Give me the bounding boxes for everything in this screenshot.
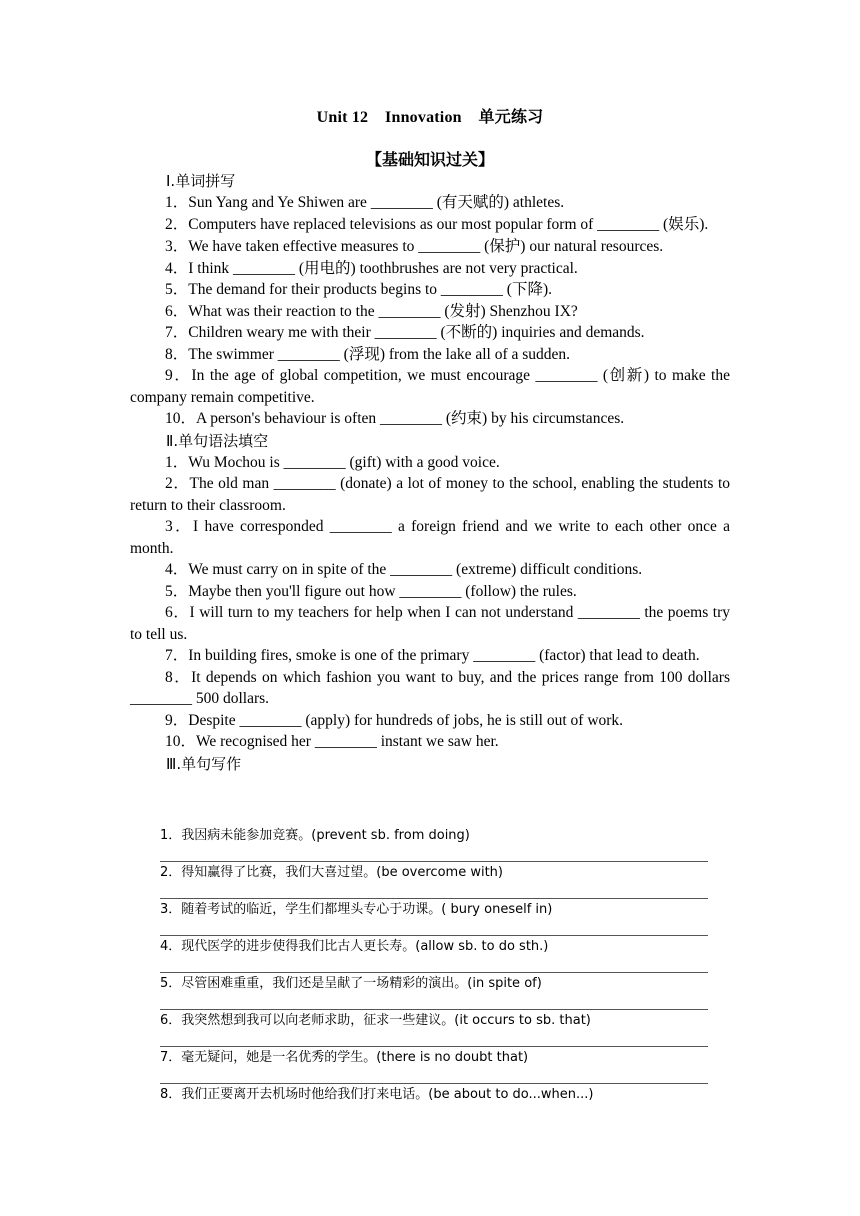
exercise-item: 10．A person's behaviour is often ________ (约束) by his circumstances. [165,410,625,427]
exercise-item: 9．In the age of global competition, we must encourage ________ (创新) to make the company remain competitive. [130,367,730,406]
exercise-item: 1．Sun Yang and Ye Shiwen are ________ (有天赋的) athletes. [165,194,565,211]
exercise-item: 8．The swimmer ________ (浮现) from the lake all of a sudden. [165,345,571,363]
section-heading-spelling: Ⅰ.单词拼写 [166,172,236,190]
writing-prompt: 3．随着考试的临近，学生们都埋头专心于功课。( bury oneself in) [160,902,553,917]
exercise-item: 7．In building fires, smoke is one of the primary ________ (factor) that lead to death. [165,647,700,664]
exercise-body [130,170,730,775]
grammar-list [130,452,730,753]
writing-prompt: 8．我们正要离开去机场时他给我们打来电话。(be about to do...when...) [160,1087,594,1102]
exercise-item: 4．I think ________ (用电的) toothbrushes are not very practical. [165,259,578,277]
answer-line[interactable] [160,1009,708,1010]
exercise-item: 3．I have corresponded ________ a foreign friend and we write to each other once a month. [130,518,730,557]
answer-line[interactable] [160,1046,708,1047]
answer-line[interactable] [160,972,708,973]
exercise-item: 2．Computers have replaced televisions as our most popular form of ________ (娱乐). [165,215,709,233]
exercise-item: 7．Children weary me with their ________ (不断的) inquiries and demands. [165,324,645,341]
page-subtitle: 【基础知识过关】 [365,152,494,169]
writing-item [160,900,708,937]
answer-line[interactable] [160,935,708,936]
writing-item [160,863,708,900]
exercise-item: 5．Maybe then you'll figure out how ________ (follow) the rules. [165,582,577,600]
section-heading-grammar: Ⅱ.单句语法填空 [166,431,269,450]
writing-item [160,937,708,974]
spelling-list [130,192,730,430]
page-title: Unit 12 Innovation 单元练习 [316,109,544,126]
exercise-item: 4．We must carry on in spite of the ________ (extreme) difficult conditions. [165,561,643,578]
exercise-item: 6．What was their reaction to the ________ (发射) Shenzhou IX? [165,302,578,320]
exercise-item: 2．The old man ________ (donate) a lot of money to the school, enabling the students to return to their classroom. [130,475,730,514]
exercise-item: 1．Wu Mochou is ________ (gift) with a good voice. [165,453,500,471]
writing-item [160,974,708,1011]
writing-prompt: 4．现代医学的进步使得我们比古人更长寿。(allow sb. to do sth.) [160,939,549,954]
exercise-item: 9．Despite ________ (apply) for hundreds of jobs, he is still out of work. [165,711,624,729]
answer-line[interactable] [160,861,708,862]
answer-line[interactable] [160,1083,708,1084]
exercise-item: 5．The demand for their products begins to ________ (下降). [165,281,552,298]
writing-item [160,1011,708,1048]
exercise-item: 3．We have taken effective measures to ________ (保护) our natural resources. [165,238,664,255]
writing-item [160,1085,708,1122]
exercise-item: 8．It depends on which fashion you want to buy, and the prices range from 100 dollars ________ 500 dollars. [130,668,730,707]
writing-prompt: 7．毫无疑问，她是一名优秀的学生。(there is no doubt that) [160,1050,529,1065]
writing-item [160,826,708,863]
answer-line[interactable] [160,898,708,899]
writing-prompt: 6．我突然想到我可以向老师求助，征求一些建议。(it occurs to sb. that) [160,1013,591,1028]
writing-item [160,1048,708,1085]
exercise-item: 6．I will turn to my teachers for help when I can not understand ________ the poems try to tell us. [130,604,730,643]
writing-prompt: 2．得知赢得了比赛，我们大喜过望。(be overcome with) [160,865,503,880]
exercise-item: 10．We recognised her ________ instant we saw her. [165,733,499,750]
section-heading-writing: Ⅲ.单句写作 [166,754,242,773]
writing-list [160,826,708,1122]
writing-prompt: 1．我因病未能参加竞赛。(prevent sb. from doing) [160,828,470,843]
writing-prompt: 5．尽管困难重重，我们还是呈献了一场精彩的演出。(in spite of) [160,976,542,991]
